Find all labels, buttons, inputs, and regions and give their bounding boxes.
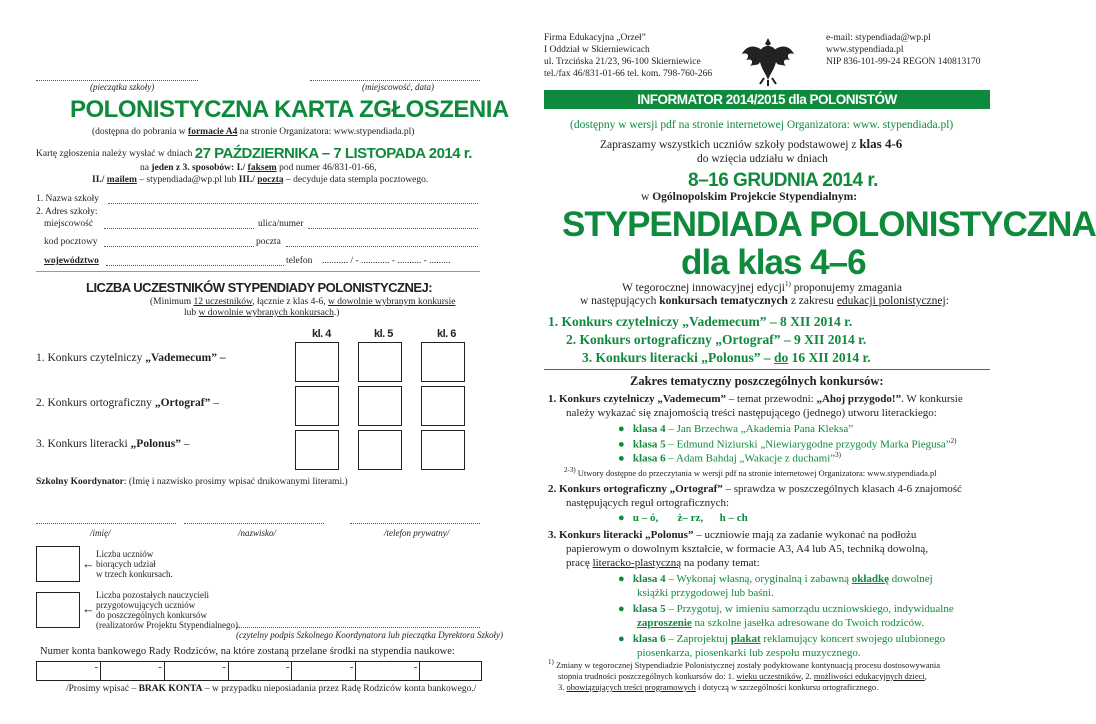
list-item: ● klasa 5 – Przygotuj, w imieniu samorządu uczniowskiego, indywidualne [618,603,954,615]
pdf-note: (dostępny w wersji pdf na stronie internetowej Organizatora: www. stypendiada.pl) [570,119,954,131]
private-phone-label: /telefon prywatny/ [384,528,450,538]
coordinator-label: Szkolny Koordynator: (Imię i nazwisko prosimy wpisać drukowanymi literami.) [36,477,348,487]
download-note: (dostępna do pobrania w formacie A4 na stronie Organizatora: www.stypendiada.pl) [92,127,415,137]
postcode-label: kod pocztowy [44,237,98,247]
private-phone-field[interactable] [350,521,480,524]
signature-field[interactable] [236,625,480,628]
teachers-note: Liczba pozostałych nauczycieli przygotowujących uczniów do poszczególnych konkursów (realizatorów Projektu Stypendialnego). [96,590,241,630]
contest2-desc-line2: następujących reguł ortograficznych: [566,497,730,509]
contest-row-3: 3. Konkurs literacki „Polonus” – [36,438,190,450]
list-item-cont: zaproszenie na szkolne jasełka adresowane do Twoich rodziców. [637,617,925,629]
voivodeship-label: województwo [44,256,99,266]
participants-title: LICZBA UCZESTNIKÓW STYPENDIADY POLONISTYCZNEJ: [86,280,433,295]
post-label: poczta [256,237,281,247]
count-box-c2-k4[interactable] [295,386,339,426]
postcode-field[interactable] [104,236,254,247]
last-name-field[interactable] [184,521,324,524]
contest3-desc-line2: papierowym o dowolnym kształcie, w formacie A3, A4 lub A5, techniką dowolną, [566,543,929,555]
contest1-desc-line2: należy wykazać się znajomością treści następującego (jednego) utworu literackiego: [566,407,937,419]
contest-date-3: 3. Konkurs literacki „Polonus” – do 16 XII 2014 r. [582,350,871,365]
grade-header-4: kl. 4 [312,328,331,340]
send-dates: 27 PAŹDZIERNIKA – 7 LISTOPADA 2014 r. [194,145,472,162]
contest-date-1: 1. Konkurs czytelniczy „Vademecum” – 8 XII 2014 r. [548,314,853,329]
street-field[interactable] [308,218,478,229]
list-item-cont: piosenkarza, piosenkarki lub zespołu muzycznego. [637,647,861,659]
contest1-desc-line1: 1. Konkurs czytelniczy „Vademecum” – temat przewodni: „Ahoj przygodo!”. W konkursie [548,393,963,405]
address-label: 2. Adres szkoły: [36,207,98,217]
school-name-label: 1. Nazwa szkoły [36,194,100,204]
list-item: ● klasa 6 – Zaprojektuj plakat reklamujący koncert swojego ulubionego [618,633,946,645]
contest-row-2: 2. Konkurs ortograficzny „Ortograf” – [36,397,220,409]
minimum-note-line1: (Minimum 12 uczestników, łącznie z klas 4-6, w dowolnie wybranym konkursie [150,297,456,307]
phone-field[interactable]: ........... / - ............ - .......... - ......... [322,256,451,266]
invite-line1: Zapraszamy wszystkich uczniów szkoły podstawowej z klas 4-6 [600,136,903,151]
last-name-label: /nazwisko/ [238,528,277,538]
count-box-c3-k6[interactable] [421,430,465,470]
edition-line1: W tegorocznej innowacyjnej edycji$^{1)}$ proponujemy zmagania [622,280,902,294]
organizer-info: Firma Edukacyjna „Orzeł” I Oddział w Skierniewicach ul. Trzcińska 21/23, 96-100 Skierniewice tel./fax 46/831-01-66 tel. kom. 798-760-266 [544,33,713,79]
contest3-desc-line3: pracę literacko-plastyczną na podany temat: [566,557,760,569]
divider [544,369,990,370]
list-item: ● klasa 5 – Edmund Niziurski „Niewiarygodne przygody Marka Piegusa”$^{2)}$ [618,437,957,451]
city-field[interactable] [104,218,254,229]
count-box-c1-k6[interactable] [421,342,465,382]
list-item: ● klasa 6 – Adam Bahdaj „Wakacje z duchami”$^{3)}$ [618,451,842,465]
arrow-left-icon: ← [82,601,95,616]
post-field[interactable] [286,236,478,247]
project-line: w Ogólnopolskim Projekcie Stypendialnym: [641,191,858,203]
grade-header-5: kl. 5 [374,328,393,340]
spelling-rules: ● u – ó, ż– rz, h – ch [618,512,748,524]
minimum-note-line2: lub w dowolnie wybranych konkursach.) [184,308,340,318]
send-methods-line2: II./ mailem – stypendiada@wp.pl lub III./ pocztą – decyduje data stempla pocztowego. [92,175,429,185]
account-label: Numer konta bankowego Rady Rodziców, na które zostaną przelane środki na stypendia naukowe: [40,646,455,657]
three-contests-note: Liczba uczniów biorących udział w trzech konkursach. [96,549,173,579]
main-subtitle: dla klas 4–6 [681,243,866,282]
contest2-desc-line1: 2. Konkurs ortograficzny „Ortograf” – sprawdza w poszczególnych klasach 4-6 znajomość [548,483,962,495]
first-name-label: /imię/ [90,528,111,538]
list-item-cont: książki przygodowej lub baśni. [637,587,774,599]
place-date-label: (miejscowość, data) [362,82,434,92]
three-contests-count-box[interactable] [36,546,80,582]
informator-banner: INFORMATOR 2014/2015 dla POLONISTÓW [544,90,990,109]
voivodeship-field[interactable] [106,255,284,266]
account-note: /Prosimy wpisać – BRAK KONTA – w przypadku nieposiadania przez Radę Rodziców konta bankowego./ [66,684,477,694]
count-box-c1-k4[interactable] [295,342,339,382]
scope-title: Zakres tematyczny poszczególnych konkursów: [630,374,884,388]
count-box-c1-k5[interactable] [358,342,402,382]
school-stamp-label: (pieczątka szkoły) [90,82,155,92]
list-item: ● klasa 4 – Jan Brzechwa „Akademia Pana Kleksa” [618,423,854,435]
count-box-c2-k6[interactable] [421,386,465,426]
school-stamp-line[interactable] [36,72,198,81]
phone-label: telefon [286,256,313,266]
list-item: ● klasa 4 – Wykonaj własną, oryginalną i zabawną okładkę dowolnej [618,573,933,585]
invite-line2: do wzięcia udziału w dniach [697,153,828,165]
street-label: ulica/numer [258,219,304,229]
arrow-left-icon: ← [82,556,95,571]
city-label: miejscowość [44,219,94,229]
school-name-field[interactable] [108,193,478,204]
contest-dates: 8–16 GRUDNIA 2014 r. [688,170,878,191]
eagle-logo-icon [740,34,796,86]
footnote-2-3: $^{2-3)}$ Utwory dostępne do przeczytania w wersji pdf na stronie internetowej Organizatora: www.stypendiada.pl [564,466,937,478]
send-info: Kartę zgłoszenia należy wysłać w dniach 27 PAŹDZIERNIKA – 7 LISTOPADA 2014 r. [36,145,472,162]
first-name-field[interactable] [36,521,176,524]
main-title: STYPENDIADA POLONISTYCZNA [562,205,1096,244]
account-number-field[interactable]: - - - - - - [36,661,482,681]
contact-info: e-mail: stypendiada@wp.pl www.stypendiada.pl NIP 836-101-99-24 REGON 140813170 [826,33,981,67]
send-methods-line1: na jeden z 3. sposobów: I./ faksem pod numer 46/831-01-66, [140,163,377,173]
edition-line2: w następujących konkursach tematycznych z zakresu edukacji polonistycznej: [580,295,949,307]
divider [36,271,480,272]
place-date-line[interactable] [310,72,480,81]
count-box-c2-k5[interactable] [358,386,402,426]
count-box-c3-k5[interactable] [358,430,402,470]
count-box-c3-k4[interactable] [295,430,339,470]
contest3-desc-line1: 3. Konkurs literacki „Polonus” – uczniowie mają za zadanie wykonać na podłożu [548,529,917,541]
page-title: POLONISTYCZNA KARTA ZGŁOSZENIA [70,96,509,123]
contest-date-2: 2. Konkurs ortograficzny „Ortograf” – 9 XII 2014 r. [566,332,867,347]
signature-label: (czytelny podpis Szkolnego Koordynatora lub pieczątka Dyrektora Szkoły) [236,630,504,640]
grade-header-6: kl. 6 [437,328,456,340]
contest-row-1: 1. Konkurs czytelniczy „Vademecum” – [36,352,226,364]
teachers-count-box[interactable] [36,592,80,628]
footnote-1: $^{1)}$ Zmiany w tegorocznej Stypendiadzie Polonistycznej zostały podyktowane kontynuacją procesu dostosowywania stopnia trudności poszczególnych konkursów do: 1. wieku uczestników, 2. możliwości edukacyjnych dzieci, 3. obowiązujących treści programowych i dotyczą w szczególności konkursu ortograficznego. [548,658,941,692]
